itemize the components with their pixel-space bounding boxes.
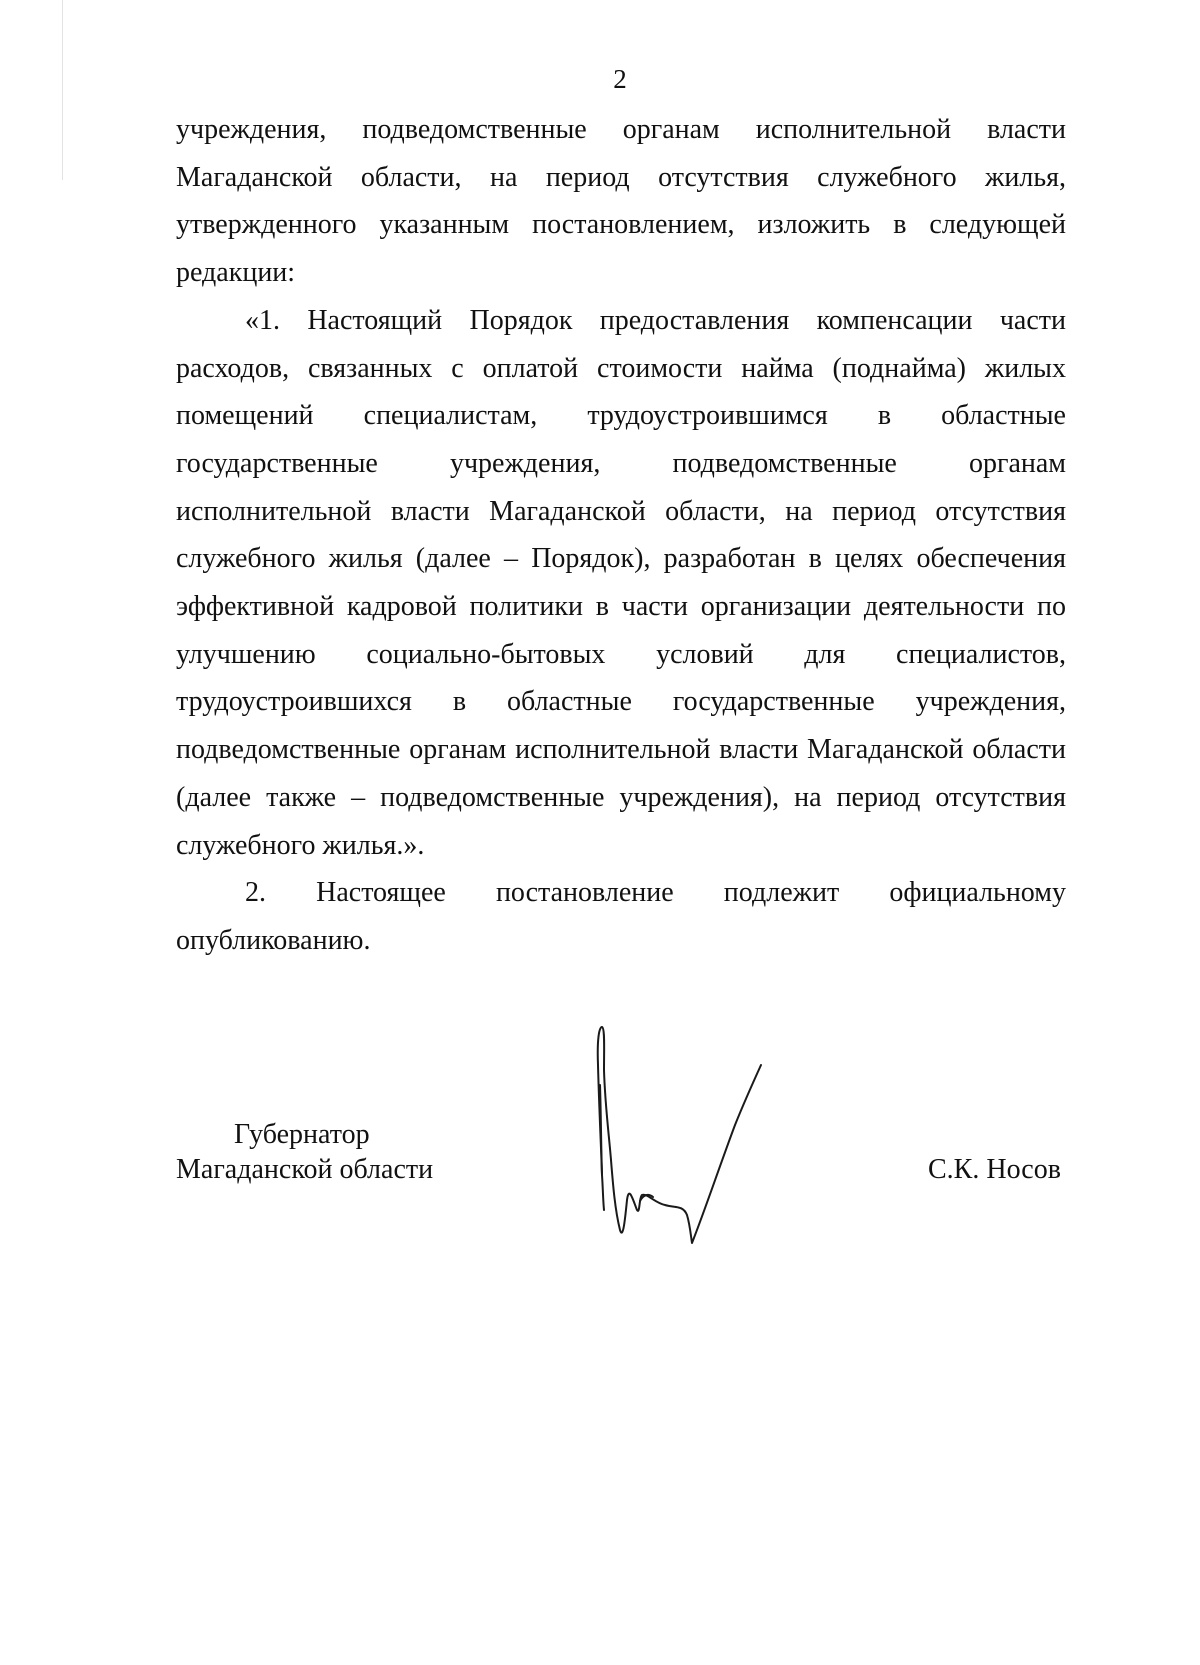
handwritten-signature: [595, 1025, 795, 1255]
signatory-name: С.К. Носов: [928, 1154, 1061, 1185]
signatory-position-line-1: Губернатор: [234, 1119, 370, 1150]
signatory-position: [176, 1117, 433, 1187]
signatory-position-line-2: Магаданской области: [176, 1154, 434, 1185]
page-number: 2: [613, 64, 627, 94]
document-body: [176, 106, 1066, 965]
paragraph-procedure-clause: «1. Настоящий Порядок предоставления компенсации части расходов, связанных с оплатой стоимости найма (поднайма) жилых помещений специалистам, трудоустроившимся в областные государственные учреждения, подведомственные органам исполнительной власти Магаданской области, на период отсутствия служебного жилья (далее – Порядок), разработан в целях обеспечения эффективной кадровой политики в части организации деятельности по улучшению социально-бытовых условий для специалистов, трудоустроившихся в областные государственные учреждения, подведомственные органам исполнительной власти Магаданской области (далее также – подведомственные учреждения), на период отсутствия служебного жилья.».: [176, 304, 1066, 861]
paragraph-publication-clause: 2. Настоящее постановление подлежит официальному опубликованию.: [176, 877, 1066, 956]
paragraph-continuation: учреждения, подведомственные органам исполнительной власти Магаданской области, на период отсутствия служебного жилья, утвержденного указанным постановлением, изложить в следующей редакции:: [176, 114, 1066, 289]
